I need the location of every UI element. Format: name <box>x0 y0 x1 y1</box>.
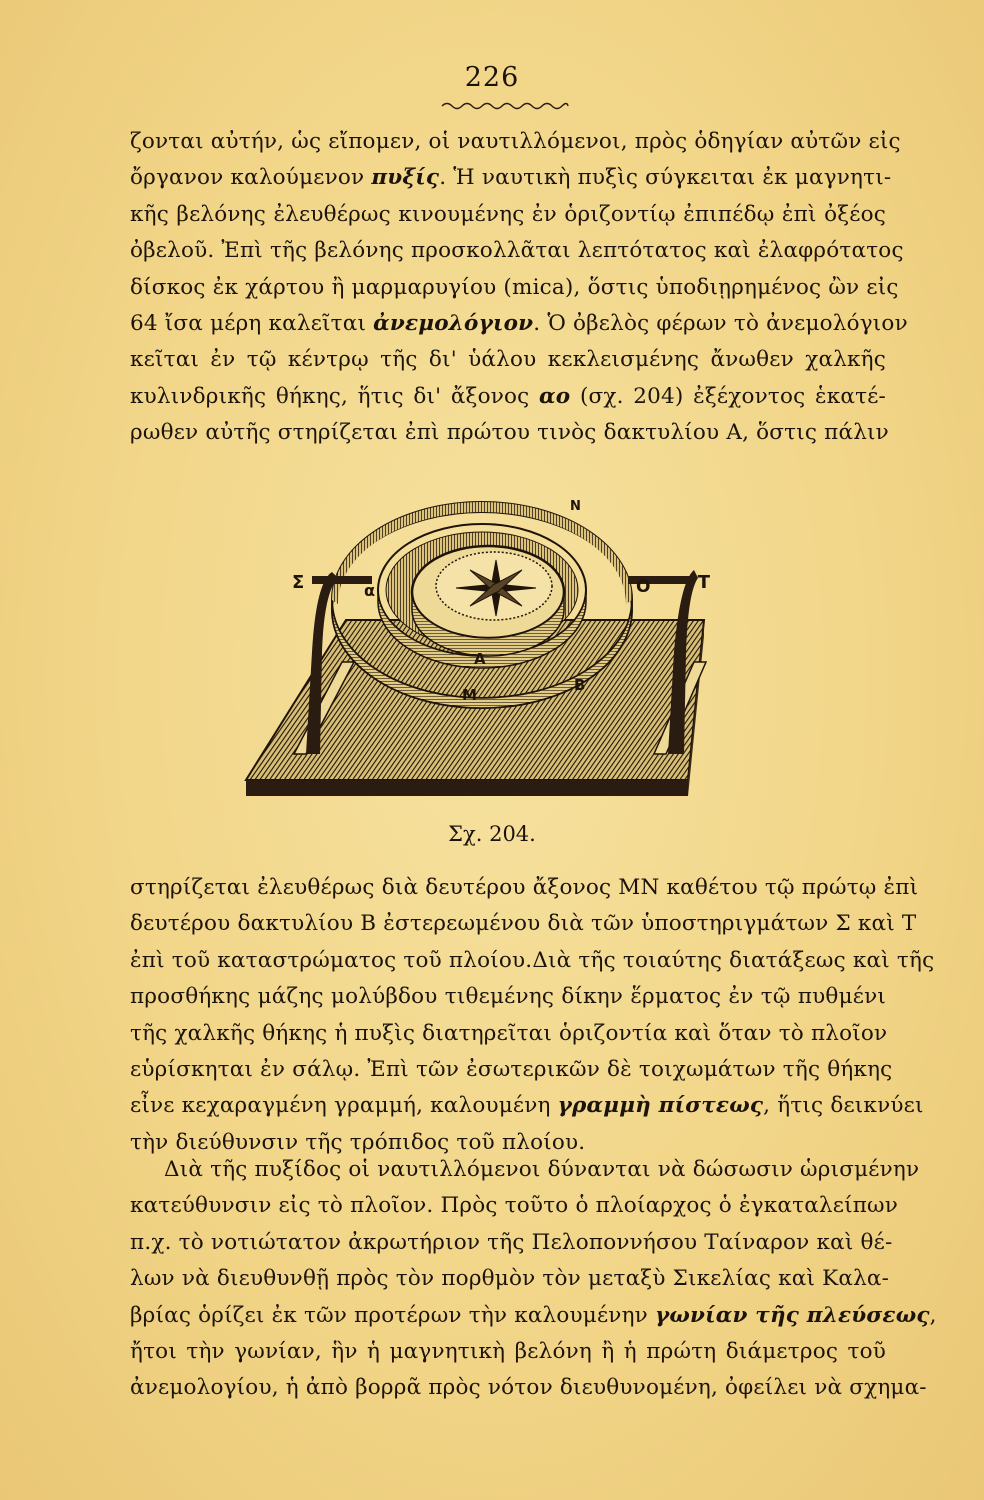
label-B: B <box>574 676 586 694</box>
label-M: M <box>462 686 477 704</box>
text-line: κῆς βελόνης ἐλευθέρως κινουμένης ἐν ὁριζοντίῳ ἐπιπέδῳ ἐπὶ ὀξέος <box>130 201 886 227</box>
figure-caption: Σχ. 204. <box>448 822 536 846</box>
emphasized-term: γραμμὴ πίστεως <box>557 1093 764 1119</box>
base-board-side <box>246 780 688 796</box>
label-o: O <box>636 577 651 597</box>
paragraph-2 <box>130 870 935 1161</box>
text-line: δίσκος ἐκ χάρτου ἢ μαρμαρυγίου (mica), ὅστις ὑποδιῃρημένος ὢν εἰς <box>130 274 899 300</box>
emphasized-term: γωνίαν τῆς πλεύσεως <box>654 1302 930 1328</box>
text-line: λων νὰ διευθυνθῇ πρὸς τὸν πορθμὸν τὸν μεταξὺ Σικελίας καὶ Καλα- <box>130 1266 890 1292</box>
text-line: ἐπὶ τοῦ καταστρώματος τοῦ πλοίου.Διὰ τῆς τοιαύτης διατάξεως καὶ τῆς <box>130 947 935 973</box>
label-sigma: Σ <box>292 572 305 593</box>
text-line: κυλινδρικῆς θήκης, ἥτις δι' ἄξονος αο (σχ. 204) ἐξέχοντος ἑκατέ- <box>130 383 886 409</box>
text-line: κατεύθυνσιν εἰς τὸ πλοῖον. Πρὸς τοῦτο ὁ πλοίαρχος ὁ ἐγκαταλείπων <box>130 1193 899 1219</box>
emphasized-term: πυξίς <box>371 165 440 191</box>
text-line: προσθήκης μάζης μολύβδου τιθεμένης δίκην ἕρματος ἐν τῷ πυθμένι <box>130 984 886 1010</box>
label-A: Α <box>474 650 486 668</box>
paragraph-1 <box>130 124 908 452</box>
text-line: ὀβελοῦ. Ἐπὶ τῆς βελόνης προσκολλᾶται λεπτότατος καὶ ἐλαφρότατος <box>130 238 904 264</box>
text-line: ρωθεν αὐτῆς στηρίζεται ἐπὶ πρώτου τινὸς δακτυλίου Α, ὅστις πάλιν <box>130 420 889 446</box>
label-N: N <box>570 499 581 514</box>
label-a: α <box>364 581 375 600</box>
text-line: τὴν διεύθυνσιν τῆς τρόπιδος τοῦ πλοίου. <box>130 1129 586 1155</box>
compass-figure <box>236 492 710 812</box>
text-line: δευτέρου δακτυλίου Β ἐστερεωμένου διὰ τῶν ὑποστηριγμάτων Σ καὶ Τ <box>130 911 917 937</box>
paragraph-3 <box>130 1152 937 1407</box>
text-line: κεῖται ἐν τῷ κέντρῳ τῆς δι' ὑάλου κεκλεισμένης ἄνωθεν χαλκῆς <box>130 347 886 373</box>
text-line: βρίας ὁρίζει ἐκ τῶν προτέρων τὴν καλουμένην γωνίαν τῆς πλεύσεως, <box>130 1302 937 1328</box>
text-line: Διὰ τῆς πυξίδος οἱ ναυτιλλόμενοι δύνανται νὰ δώσωσιν ὡρισμένην <box>164 1157 920 1182</box>
label-tau: Τ <box>697 572 710 593</box>
text-line: 64 ἴσα μέρη καλεῖται ἀνεμολόγιον. Ὁ ὀβελὸς φέρων τὸ ἀνεμολόγιον <box>130 310 908 336</box>
text-line: τῆς χαλκῆς θήκης ἡ πυξὶς διατηρεῖται ὁριζοντία καὶ ὅταν τὸ πλοῖον <box>130 1020 888 1046</box>
text-line: ὄργανον καλούμενον πυξίς. Ἡ ναυτικὴ πυξὶς σύγκειται ἐκ μαγνητι- <box>130 165 892 191</box>
page-number: 226 <box>464 62 520 93</box>
text-line: ἤτοι τὴν γωνίαν, ἣν ἡ μαγνητικὴ βελόνη ἢ ἡ πρώτη διάμετρος τοῦ <box>130 1338 886 1364</box>
emphasized-term: ἀνεμολόγιον <box>373 310 534 336</box>
text-line: στηρίζεται ἐλευθέρως διὰ δευτέρου ἄξονος ΜΝ καθέτου τῷ πρώτῳ ἐπὶ <box>130 875 919 900</box>
wavy-ornament <box>440 100 570 112</box>
text-line: π.χ. τὸ νοτιώτατον ἀκρωτήριον τῆς Πελοποννήσου Ταίναρον καὶ θέ- <box>130 1229 893 1255</box>
text-line: ζονται αὐτήν, ὡς εἴπομεν, οἱ ναυτιλλόμενοι, πρὸς ὁδηγίαν αὐτῶν εἰς <box>130 129 901 154</box>
text-line: ἀνεμολογίου, ἡ ἀπὸ βορρᾶ πρὸς νότον διευθυνομένη, ὀφείλει νὰ σχημα- <box>130 1375 927 1401</box>
text-line: εὑρίσκηται ἐν σάλῳ. Ἐπὶ τῶν ἐσωτερικῶν δὲ τοιχωμάτων τῆς θήκης <box>130 1056 893 1082</box>
text-line: εἶνε κεχαραγμένη γραμμή, καλουμένη γραμμὴ πίστεως, ἥτις δεικνύει <box>130 1093 924 1119</box>
emphasized-term: αο <box>539 383 571 409</box>
